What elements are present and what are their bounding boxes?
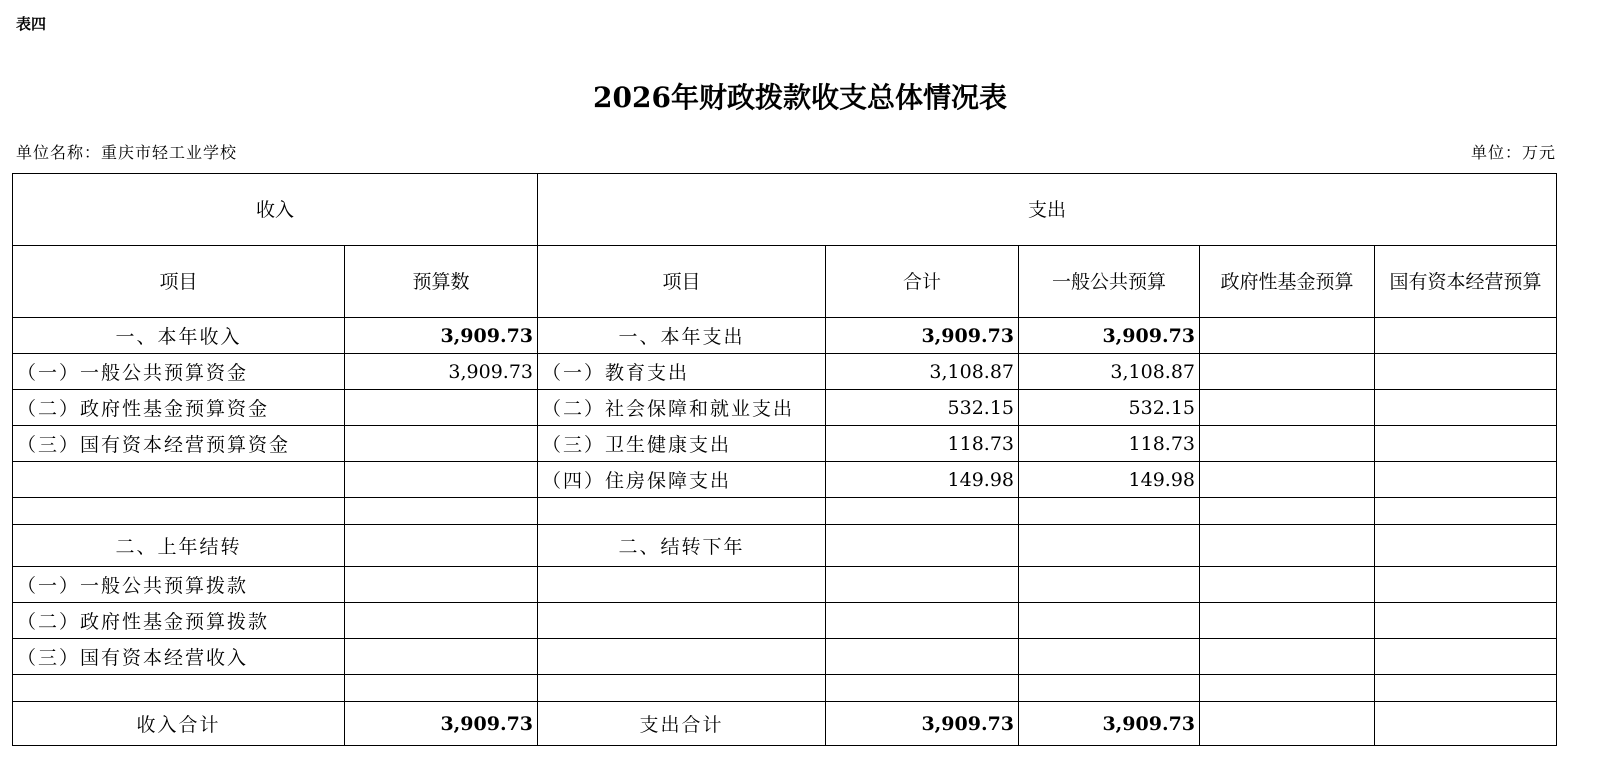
- expense-header: 支出: [538, 174, 1557, 246]
- income-amount: [345, 675, 538, 702]
- income-amount: [345, 498, 538, 525]
- general-budget-amount: [1019, 498, 1200, 525]
- fund-budget-amount: [1200, 462, 1375, 498]
- income-amount: 3,909.73: [345, 354, 538, 390]
- income-amount: [345, 390, 538, 426]
- state-capital-header: 国有资本经营预算: [1375, 246, 1557, 318]
- fund-budget-amount: [1200, 567, 1375, 603]
- general-budget-amount: [1019, 603, 1200, 639]
- general-budget-amount: [1019, 639, 1200, 675]
- table-row: [13, 426, 1557, 462]
- fund-budget-amount: [1200, 639, 1375, 675]
- income-item-header: 项目: [13, 246, 345, 318]
- general-budget-amount: 118.73: [1019, 426, 1200, 462]
- general-budget-amount: 3,108.87: [1019, 354, 1200, 390]
- expense-total: 149.98: [826, 462, 1019, 498]
- table-row-total: [13, 702, 1557, 746]
- expense-item: [538, 675, 826, 702]
- income-item: （二）政府性基金预算资金: [13, 390, 345, 426]
- expense-total: [826, 603, 1019, 639]
- expense-total-amount: 3,909.73: [826, 702, 1019, 746]
- state-capital-amount: [1375, 390, 1557, 426]
- income-item: 二、上年结转: [13, 525, 345, 567]
- table-row: [13, 462, 1557, 498]
- income-item: （一）一般公共预算资金: [13, 354, 345, 390]
- fund-budget-header: 政府性基金预算: [1200, 246, 1375, 318]
- expense-total: 3,108.87: [826, 354, 1019, 390]
- fund-budget-amount: [1200, 390, 1375, 426]
- fund-budget-amount: [1200, 525, 1375, 567]
- general-budget-amount: [1019, 675, 1200, 702]
- state-capital-amount: [1375, 639, 1557, 675]
- fund-budget-amount: [1200, 426, 1375, 462]
- state-capital-amount: [1375, 567, 1557, 603]
- expense-item: （四）住房保障支出: [538, 462, 826, 498]
- general-budget-amount: 3,909.73: [1019, 318, 1200, 354]
- sheet-label: 表四: [16, 15, 47, 33]
- expense-item-header: 项目: [538, 246, 826, 318]
- table-row: [13, 354, 1557, 390]
- table-row: [13, 390, 1557, 426]
- income-amount: [345, 603, 538, 639]
- income-item: （二）政府性基金预算拨款: [13, 603, 345, 639]
- income-item: （三）国有资本经营收入: [13, 639, 345, 675]
- table-row: [13, 498, 1557, 525]
- table-row: [13, 675, 1557, 702]
- income-item: 一、本年收入: [13, 318, 345, 354]
- table-row: [13, 318, 1557, 354]
- fund-budget-amount: [1200, 675, 1375, 702]
- expense-total: [826, 675, 1019, 702]
- state-capital-amount: [1375, 675, 1557, 702]
- income-amount: [345, 567, 538, 603]
- expense-item: 二、结转下年: [538, 525, 826, 567]
- income-header: 收入: [13, 174, 538, 246]
- currency-unit: 单位：万元: [1470, 143, 1556, 162]
- state-capital-amount: [1375, 462, 1557, 498]
- fund-budget-amount: [1200, 354, 1375, 390]
- expense-total: [826, 567, 1019, 603]
- expense-total-header: 合计: [826, 246, 1019, 318]
- income-budget-header: 预算数: [345, 246, 538, 318]
- expense-total: 532.15: [826, 390, 1019, 426]
- fund-budget-amount: [1200, 318, 1375, 354]
- expense-item: 一、本年支出: [538, 318, 826, 354]
- state-capital-amount: [1375, 354, 1557, 390]
- budget-table: [12, 173, 1557, 746]
- income-amount: [345, 462, 538, 498]
- table-row: [13, 567, 1557, 603]
- income-amount: [345, 639, 538, 675]
- expense-item: [538, 603, 826, 639]
- income-item: [13, 462, 345, 498]
- expense-total: [826, 525, 1019, 567]
- income-item: [13, 675, 345, 702]
- expense-item: （三）卫生健康支出: [538, 426, 826, 462]
- state-capital-total: [1375, 702, 1557, 746]
- fund-budget-amount: [1200, 603, 1375, 639]
- general-budget-amount: [1019, 525, 1200, 567]
- expense-total: 3,909.73: [826, 318, 1019, 354]
- income-amount: [345, 426, 538, 462]
- table-row: [13, 639, 1557, 675]
- general-budget-amount: [1019, 567, 1200, 603]
- fund-budget-amount: [1200, 498, 1375, 525]
- income-item: [13, 498, 345, 525]
- state-capital-amount: [1375, 603, 1557, 639]
- report-title: 2026年财政拨款收支总体情况表: [593, 81, 1007, 114]
- unit-name: 单位名称：重庆市轻工业学校: [16, 143, 238, 162]
- income-total-label: 收入合计: [13, 702, 345, 746]
- income-amount: 3,909.73: [345, 318, 538, 354]
- expense-total: 118.73: [826, 426, 1019, 462]
- state-capital-amount: [1375, 498, 1557, 525]
- expense-item: [538, 639, 826, 675]
- state-capital-amount: [1375, 426, 1557, 462]
- state-capital-amount: [1375, 525, 1557, 567]
- fund-budget-total: [1200, 702, 1375, 746]
- general-budget-amount: 532.15: [1019, 390, 1200, 426]
- income-total-amount: 3,909.73: [345, 702, 538, 746]
- general-budget-amount: 149.98: [1019, 462, 1200, 498]
- state-capital-amount: [1375, 318, 1557, 354]
- expense-total: [826, 639, 1019, 675]
- table-row: [13, 603, 1557, 639]
- expense-total-label: 支出合计: [538, 702, 826, 746]
- general-budget-total: 3,909.73: [1019, 702, 1200, 746]
- income-amount: [345, 525, 538, 567]
- expense-item: [538, 498, 826, 525]
- expense-item: （二）社会保障和就业支出: [538, 390, 826, 426]
- expense-item: [538, 567, 826, 603]
- income-item: （三）国有资本经营预算资金: [13, 426, 345, 462]
- table-row: [13, 525, 1557, 567]
- expense-total: [826, 498, 1019, 525]
- expense-item: （一）教育支出: [538, 354, 826, 390]
- income-item: （一）一般公共预算拨款: [13, 567, 345, 603]
- general-budget-header: 一般公共预算: [1019, 246, 1200, 318]
